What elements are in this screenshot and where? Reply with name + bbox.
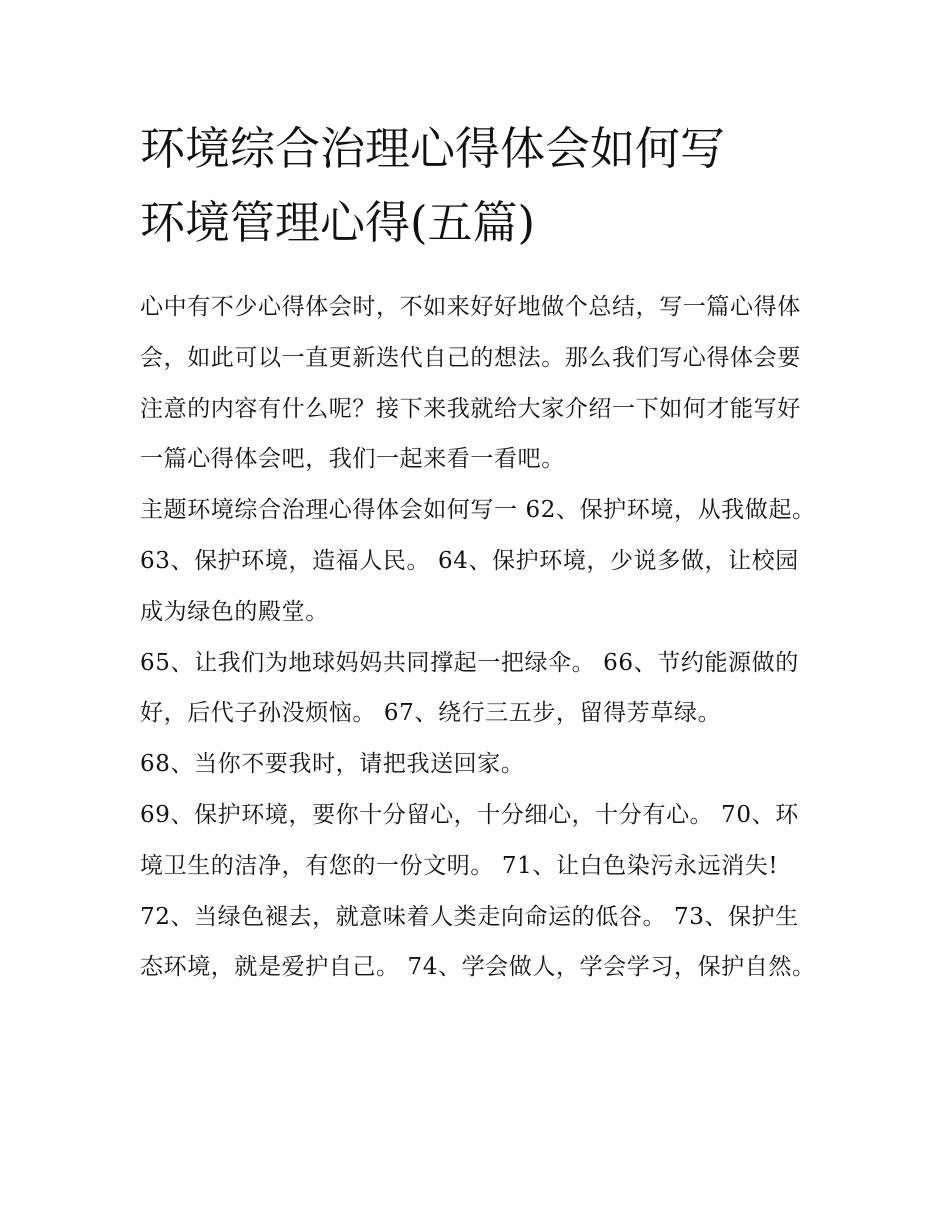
paragraph-intro: 心中有不少心得体会时，不如来好好地做个总结，写一篇心得体会，如此可以一直更新迭代自己的想法。那么我们写心得体会要注意的内容有什么呢？接下来我就给大家介绍一下如何才能写好一篇心得体会吧，我们一起来看一看吧。 [140, 294, 801, 473]
document-page [140, 112, 820, 993]
paragraph-slogans-65-67: 65、让我们为地球妈妈共同撑起一把绿伞。 66、节约能源做的好，后代子孙没烦恼。 67、绕行三五步，留得芳草绿。 [140, 649, 799, 727]
document-body [140, 282, 820, 993]
paragraph-slogans-72-74: 72、当绿色褪去，就意味着人类走向命运的低谷。 73、保护生态环境，就是爱护自己。 74、学会做人，学会学习，保护自然。 [140, 903, 816, 981]
paragraph-slogan-68: 68、当你不要我时，请把我送回家。 [140, 751, 525, 778]
title-line-2: 环境管理心得(五篇) [140, 196, 536, 249]
document-title [140, 112, 820, 260]
title-line-1: 环境综合治理心得体会如何写 [140, 122, 726, 175]
paragraph-slogans-69-71: 69、保护环境，要你十分留心，十分细心，十分有心。 70、环境卫生的洁净，有您的一份文明。 71、让白色染污永远消失! [140, 801, 799, 879]
paragraph-slogans-62-64: 主题环境综合治理心得体会如何写一 62、保护环境，从我做起。 63、保护环境，造福人民。 64、保护环境，少说多做，让校园成为绿色的殿堂。 [140, 497, 816, 625]
